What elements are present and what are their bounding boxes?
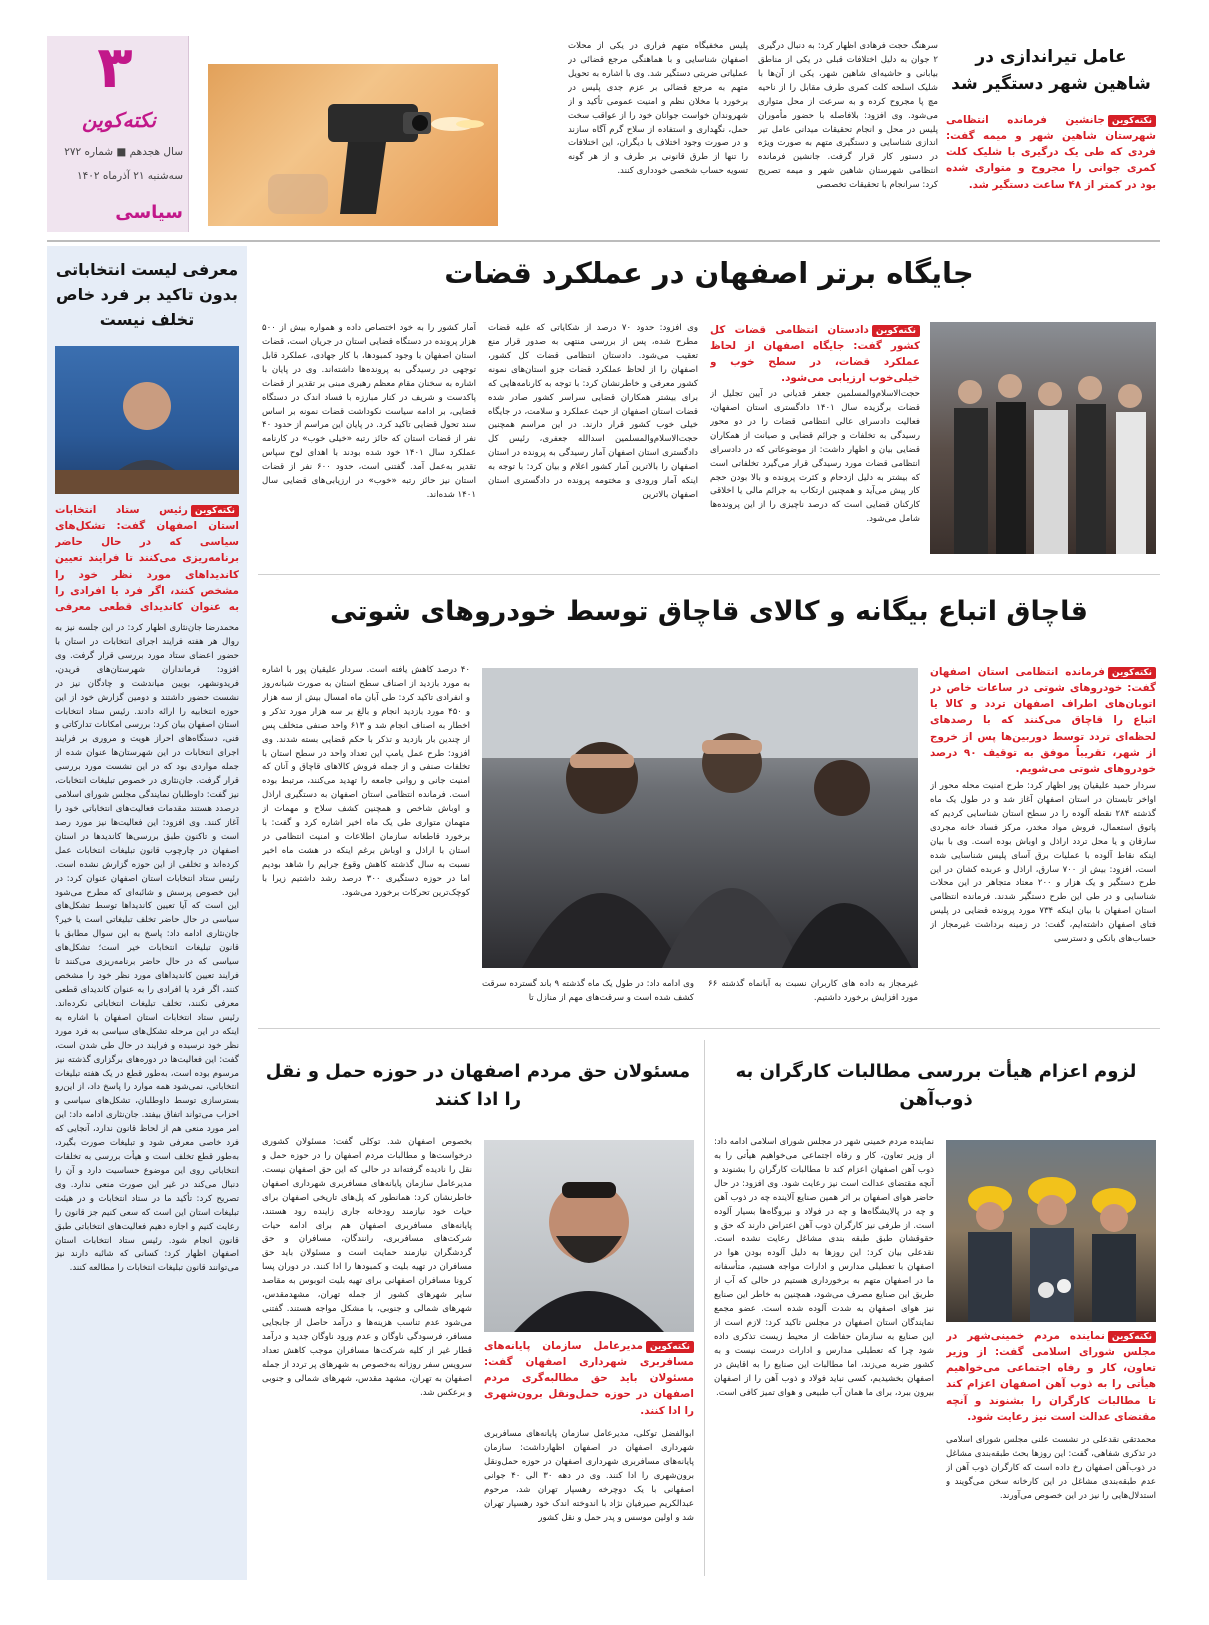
workers-story [712, 1036, 1160, 1580]
brand-logo: نکته‌کوین [81, 108, 156, 132]
divider-mid1 [258, 574, 1160, 575]
transport-official-photo [484, 1140, 694, 1332]
judiciary-col2: وی افزود: حدود ۷۰ درصد از شکایاتی که علیه قضات مطرح شده، پس از بررسی منتهی به صدور قرار منع تعقیب می‌شود. دادستان انتظامی قضات کل کشور، اصفهان را از لحاظ عملکرد قضات جزو استان‌های نمونه کشور معرفی و خاطرنشان کرد: با توجه به کارنامه‌هایی که برای بیشتر همکاران قضایی سراسر کشور صادر شده قضات استان اصفهان از حیث عملکرد و سلامت، در جایگاه خیلی خوب کشور قرار دارند. در این مراسم همچنین حجت‌الاسلام‌والمسلمین اسدالله جعفری، رئیس کل دادگستری استان اصفهان آمار رسیدگی به پرونده در استان اصفهان را بالاترین آمار کشور اعلام و بیان کرد: با توجه به اینکه آمار ورودی و مختومه پرونده در دادگستری استان اصفهان بالاترین [488, 323, 698, 501]
pistol-icon [208, 64, 498, 226]
transport-story [258, 1036, 698, 1580]
smuggling-col1: سردار حمید علیقیان پور اظهار کرد: طرح امنیت محله محور از اواخر تابستان در استان اصفهان آغاز شد و در طول یک ماه گذشته ۲۸۴ نقطه آلوده را در سطح استان شناسایی کردیم که پاتوق استعمال، فروش مواد مخدر، مرکز فساد خانه مجردی سارقان و یا محل تردد اراذل و اوباش بوده است. وی با بیان اینکه نقاط آلوده با عملیات برق آسای پلیس شناسایی شده است، افزود: بیش از ۷۰۰ سارق، اراذل و عربده کشان در این طرح دستگیر و یک هزار و ۲۰۰ معتاد متجاهر در این محلات شناسایی و در طی این طرح دستگیر شدند. فرمانده انتظامی استان اصفهان با بیان اینکه ۷۳۴ مورد پرونده قضایی در پلیس فتای اصفهان داشته‌ایم، گفت: در زمینه برداشت غیرمجاز از حساب‌های بانکی و دسترسی [930, 781, 1156, 945]
transport-col1: ابوالفضل توکلی، مدیرعامل سازمان پایانه‌های مسافربری شهرداری اصفهان در اصفهان اظهارداشت: سازمان پایانه‌های مسافربری شهرداری اصفهان در حوزه حمل‌ونقل برون‌شهری را ادا کنند. وی در دهه ۳۰ الی ۴۰ جوانی اصفهانی با یک دوچرخه رهسپار تهران شد، مرحوم عبدالکریم صیرفیان نژاد با اندوخته اندک خود رهسپار تهران شد و اولین موسس و پدر حمل و نقل کشور [484, 1429, 694, 1523]
elections-body: محمدرضا جان‌نثاری اظهار کرد: در این جلسه نیز به روال هر هفته فرایند اجرای انتخابات در استان با حضور اعضای ستاد مورد بررسی قرار گرفت. وی افزود: فرمانداران شهرستان‌های فریدن، فریدونشهر، بویین میاندشت و چادگان نیز در نشست حضور داشتند و دومین گزارش خود از این حوزه انتخابیه را ارائه دادند. رئیس ستاد انتخابات استان اصفهان بیان کرد: بررسی امکانات تدارکاتی و فنی، دستگاه‌های احراز هویت و مروری بر فرایند اجرای انتخابات در این شهرستان‌ها عنوان شده از جمله مواردی بود که در این نشست مورد بررسی قرار گرفت. جان‌نثاری در خصوص تبلیغات انتخابات، نیز گفت: داوطلبان نمایندگی مجلس شورای اسلامی درصدد هستند مقدمات فعالیت‌های انتخاباتی خود را آغاز کنند. وی افزود: این فعالیت‌ها نیز مورد رصد است و تاکنون طبق بررسی‌ها کاندیدها در استان اصفهان در چارچوب قانون تبلیغات انتخابات عمل کرده‌اند و تخلفی از این حوزه گزارش نشده است. رئیس ستاد انتخابات استان اصفهان عنوان کرد: در این خصوص پرسش و شائبه‌ای که مطرح می‌شود این است که آیا تعیین کاندیداها توسط تشکل‌های سیاسی در حال حاضر تخلف تبلیغاتی است یا خیر؟ جان‌نثاری ادامه داد: پاسخ به این سوال مطابق با قانون تبلیغات انتخابات خیر است؛ تشکل‌های سیاسی که در حال حاضر برنامه‌ریزی می‌کنند تا فرایند تعیین کاندیداهای مورد نظر خود را مشخص کنند، اگر فرد یا افرادی را به عنوان کاندیدای قطعی معرفی نکنند، تخلف تبلیغات انتخاباتی نکرده‌اند. رئیس ستاد انتخابات استان اصفهان با اشاره به اینکه در این مرحله تشکل‌های سیاسی به فرد مورد نظر خود نرسیده و فرایند در حال طی شدن است، گفت: این فعالیت‌ها در دوره‌های برگزاری گذشته نیز مرسوم بوده است، به‌طور قطع در یک هفته تبلیغات انتخاباتی، نمی‌شود همه موارد را پاسخ داد، از این‌رو بسترسازی توسط داوطلبان، تشکل‌های سیاسی و احزاب می‌تواند اتفاق بیفتد. جان‌نثاری ادامه داد: این امر مورد منعی هم از لحاظ قانون ندارد، آنجایی که فرد خاصی معرفی شود و تبلیغات صورت بگیرد، به‌طور قطع تخلف است و هیأت بررسی به تخلفات انتخاباتی روی این موضوع حساسیت دارد و آن را دنبال می‌کند در غیر این صورت منعی ندارد. وی تصریح کرد: تأکید ما در ستاد انتخابات و در هیئت تبلیغات استان این است که سعی کنیم جز قانون را رعایت کنیم و اجازه دهیم فعالیت‌های انتخاباتی طبق قانون انجام شود. رئیس ستاد انتخابات استان اصفهان اظهار کرد: کسانی که شائبه دارند نیز می‌توانند قانون تبلیغات انتخابات را مطالعه کنند. [55, 623, 239, 1274]
detainees-photo [482, 668, 918, 968]
elections-headline: معرفی لیست انتخاباتی بدون تاکید بر فرد خاص تخلف نیست [55, 260, 239, 329]
shooter-col2: پلیس مخفیگاه متهم فراری در یکی از محلات اصفهان شناسایی و با هماهنگی مرجع قضائی در عملیاتی ضربتی دستگیر شد. وی با اشاره به تحویل متهم به مرجع قضائی بر عزم جدی پلیس در برخورد با مخلان نظم و امنیت عمومی تأکید و از شهروندان خواست جوانان خود را از عواقب سخت حمل، نگهداری و استفاده از سلاح گرم آگاه سازند و در صورت وجود اختلاف با دیگران، این اختلافات را تنها از طرق قانونی بر طرف و از هر گونه تسویه حساب شخصی خودداری کنند. [568, 41, 748, 177]
elections-sidebar [47, 246, 247, 1580]
news-badge: نکته‌کوین [1108, 115, 1156, 127]
smuggling-headline: قاچاق اتباع بیگانه و کالای قاچاق توسط خودروهای شوتی [330, 596, 1088, 627]
shooter-lead: نکته‌کوینجانشین فرمانده انتظامی شهرستان شاهین شهر و میمه گفت: فردی که طی یک درگیری با شلیک کلت کمری جوانی را مجروح و متواری شده بود در کمتر از ۴۸ ساعت دستگیر شد. [946, 114, 1156, 191]
judiciary-headline: جایگاه برتر اصفهان در عملکرد قضات [444, 256, 974, 290]
page-number: ۳ [97, 33, 133, 101]
divider-top [47, 240, 1160, 242]
shooter-col1: سرهنگ حجت فرهادی اظهار کرد: به دنبال درگیری ۲ جوان به دلیل اختلافات قبلی در یکی از مناطق بیابانی و حاشیه‌ای شاهین شهر، یکی از آن‌ها با شلیک اسلحه کلت کمری طرف مقابل را از ناحیه مچ پا مجروح کرده و به سرعت از محل متواری می‌شود. وی افزود: بلافاصله با حضور مأموران پلیس در محل و انجام تحقیقات میدانی عامل تیر اندازی شناسایی و دستگیری متهم به صورت ویژه در دستور کار قرار گرفت. جانشین فرمانده انتظامی شهرستان شاهین شهر و میمه تصریح کرد: سرانجام با تحقیقات تخصصی [758, 41, 938, 191]
gun-photo [208, 64, 498, 226]
section-label: سیاسی [115, 202, 183, 223]
judiciary-lead: نکته‌کویندادستان انتظامی قضات کل کشور گفت: جایگاه اصفهان از لحاظ عملکرد قضات، در سطح خوب و خیلی‌خوب ارزیابی می‌شود. [710, 324, 920, 385]
steel-workers-photo [946, 1140, 1156, 1322]
smuggling-col3: ۴۰ درصد کاهش یافته است. سردار علیقیان پور با اشاره به مورد بازدید از اصناف سطح استان به صورت شبانه‌روز و انفرادی تاکید کرد: طی آبان ماه امسال بیش از سه هزار و ۴۵۰ مورد بازدید انجام و بالغ بر سه هزار مورد تذکر و اخطار به اصناف انجام شد و ۶۱۳ واحد صنفی متخلف پس از چندین بار بازدید و تذکر با حکم قضایی بسته شدند. وی افزود: طرح عمل یامپ این تعداد واحد در سطح استان با تخلفات صنفی و از جمله فروش کالاهای قاچاق و آنان که امنیت جانی و روانی جامعه را تهدید می‌کنند، مرتبط بوده است. فرمانده انتظامی استان اصفهان به دستگیری اراذل و اوباش شاخص و همچنین کشف سلاح و مهمات از متهمان متواری طی یک ماه اخیر اشاره کرد و گفت: با برخورد قاطعانه سازمان اطلاعات و امنیت انتظامی در استان با اراذل و اوباش برغم اینکه در هشت ماه اخیر نسبت به سال گذشته کاهش وقوع جرایم را شاهد بودیم اما در حوزه دستگیری ۳۰۰ درصد رشد داشتیم زیرا با کوچک‌ترین تحرکات برخورد می‌شود. [262, 665, 470, 898]
smuggling-caption-col2: وی ادامه داد: در طول یک ماه گذشته ۹ باند گسترده سرقت کشف شده است و سرقت‌های مهم از منازل تا [482, 979, 694, 1003]
smuggling-lead: نکته‌کوینفرمانده انتظامی استان اصفهان گفت: خودروهای شوتی در ساعات خاص در اتوبان‌های اطراف اصفهان تردد و کالا یا اتباع را قاچاق می‌کنند که با رصدهای لحظه‌ای تردد توسط دوربین‌ها پس از خروج از شهر، تقریباً موفق به توقیف ۹۰ درصد خودروهای شوتی می‌شویم. [930, 666, 1156, 775]
judiciary-ceremony-photo [930, 322, 1156, 554]
transport-col2: بخصوص اصفهان شد. توکلی گفت: مسئولان کشوری درخواست‌ها و مطالبات مردم اصفهان را در حوزه حمل و نقل را نادیده گرفته‌اند در حالی که این حق اصفهان نیست. مدیرعامل سازمان پایانه‌های مسافربری شهرداری اصفهان خاطرنشان کرد: همانطور که پل‌های تاریخی اصفهان برای حیات خود نیازمند رودخانه جاری زاینده رود هستند، پایانه‌های مسافربری اصفهان هم برای ادامه حیات شرکت‌های مسافربری، رانندگان، مسافران و حق گردشگران نیازمند حمایت است و مسئولان باید حق مسافران در تهیه بلیت و کمبودها را ادا کنند. در دوران پسا کرونا مسافران اصفهانی برای تهیه بلیت اتوبوس به مقاصد سایر شهرهای کشور از جمله تهران، مشهدمقدس، شهرهای شمالی و جنوبی، با مشکل مواجه هستند. گفتنی می‌شود عدم تناسب هزینه‌ها و درآمد حاصل از جابجایی مسافر، فرسودگی ناوگان و عدم ورود ناوگان جدید و درآمد قطار غیر از کلیه شرکت‌ها مسافران موجب کاهش تعداد سرویس سفر روزانه به‌خصوص به شهرهای پر تردد از جمله اصفهان به تهران، مشهد مقدس، شهرهای شمالی و جنوبی و برعکس شد. [262, 1137, 472, 1398]
judiciary-story [258, 248, 1160, 568]
issue-date: سه‌شنبه ۲۱ آذرماه ۱۴۰۲ [76, 170, 183, 182]
divider-mid2 [258, 1028, 1160, 1029]
transport-headline: مسئولان حق مردم اصفهان در حوزه حمل و نقل را ادا کنند [265, 1061, 691, 1110]
workers-lead: نکته‌کویننماینده مردم خمینی‌شهر در مجلس شورای اسلامی گفت: از وزیر تعاون، کار و رفاه اجتماعی می‌خواهیم هیأتی را به ذوب آهن اصفهان اعزام کند تا مطالبات کارگران را بشنوند و آنچه مقتضای عدالت است نیز رعایت شود. [946, 1330, 1156, 1423]
masthead [47, 33, 189, 232]
smuggling-caption-col1: غیرمجاز به داده های کاربران نسبت به آبانماه گذشته ۶۶ مورد افزایش برخورد داشتیم. [708, 979, 918, 1003]
transport-lead: نکته‌کوینمدیرعامل سازمان پایانه‌های مسافربری شهرداری اصفهان گفت: مسئولان باید حق مطالبه‌گری مردم اصفهان در حوزه حمل‌ونقل برون‌شهری را ادا کنند. [484, 1340, 694, 1417]
election-official-photo [55, 346, 239, 494]
smuggling-story [258, 580, 1160, 1020]
elections-lead: نکته‌کوینرئیس ستاد انتخابات استان اصفهان گفت: تشکل‌های سیاسی که در حال حاضر برنامه‌ریزی می‌کنند تا فرایند تعیین کاندیداهای مورد نظر خود را مشخص کنند، اگر فرد یا افرادی را به عنوان کاندیدای قطعی معرفی [55, 504, 239, 613]
shooter-story [200, 36, 1160, 232]
shooter-headline: عامل تیراندازی در شاهین شهر دستگیر شد [951, 47, 1151, 95]
divider-vertical [704, 1040, 705, 1576]
workers-headline: لزوم اعزام هیأت بررسی مطالبات کارگران به ذوب‌آهن [735, 1061, 1137, 1110]
judiciary-col1: حجت‌الاسلام‌والمسلمین جعفر قدیانی در آیین تجلیل از قضات برگزیده سال ۱۴۰۱ دادگستری استان اصفهان، فعالیت دادسرای عالی انتظامی قضات را در دو محور رسیدگی به تخلفات و جرائم قضایی و صیانت از همکاران قضایی بیان و اظهار داشت: از موضوعاتی که در دادسرای انتظامی قضات مورد رسیدگی قرار می‌گیرد تخلفاتی است که بیشتر به دلیل ازدحام و کثرت پرونده و بالا بودن حجم کار پیش می‌آید و همچنین ارتکاب به جرائم مالی یا اخلاقی کارکنان قضایی است که درصد ناچیزی را از این پرونده‌ها شامل می‌شود. [710, 389, 920, 525]
issue-number: سال هجدهم ■ شماره ۲۷۲ [64, 146, 183, 158]
workers-col2: نماینده مردم خمینی شهر در مجلس شورای اسلامی ادامه داد: از وزیر تعاون، کار و رفاه اجتماعی می‌خواهیم هیأتی را به ذوب آهن اصفهان اعزام کند تا مطالبات کارگران را بشنوند و آنچه مقتضای عدالت است نیز رعایت شود. وی افزود: در حال حاضر هوای اصفهان بر اثر همین صنایع آلاینده چه در ذوب آهن و چه در پالایشگاه‌ها و چه در فولاد و نیروگاه‌ها بسیار آلوده است. از طرفی نیز کارگران ذوب آهن اعتراض دارند که حق و حقوقشان طبق طبقه بندی مشاغل رعایت نشده است. نقدعلی بیان کرد: این روزها به دلیل آلوده بودن هوا در اصفهان با تعطیلی مدارس و ادارات مواجه هستیم، متأسفانه ما در اصفهان متهم به برخورداری هستیم در حالی که آب از طریق این صنایع مصرف می‌شود، همچنین به خاطر این صنایع نیز هوای اصفهان به شدت آلوده شده است. عضو مجمع نمایندگان استان اصفهان در مجلس تاکید کرد: لازم است از این صنایع به سازمان حفاظت از محیط زیست تذکری داده شود چرا که تعطیلی مدارس و ادارات درست نیست و به کشور ضربه می‌زند، اما مطالبات این صنایع را به اقایش در اصفهان بخشیدیم، کسی نباید فولاد و ذوب آهن را از اصفهان بیرون ببرد، برای ما همان آب طبیعی و هوای تمیز کافی است. [714, 1137, 934, 1398]
judiciary-col3: آمار کشور را به خود اختصاص داده و همواره بیش از ۵۰۰ هزار پرونده در دستگاه قضایی استان در جریان است، قضات استان اصفهان با وجود کمبودها، با کار جهادی، عملکرد قابل توجهی در رسیدگی به پرونده‌ها داشته‌اند. وی در پایان با اشاره به سخنان مقام معظم رهبری مبنی بر تقدیر از قضات پاکدست و شریف در کنار مبارزه با فساد اندک در دستگاه قضایی، بر ادامه سیاست نکوداشت قضات نمونه بر اساس سند تحول قضایی تاکید کرد. در پایان این مراسم از حدود ۴۰ نفر از قضات استان که حائز رتبه «خیلی خوب» در کارنامه عملکرد سال ۱۴۰۱ خود شده بودند با اهدای لوح سپاس تقدیر به‌عمل آمد. گفتنی است، حدود ۶۰۰ نفر از قضات استان نیز حائز رتبه «خوب» در ارزیابی‌های قضایی سال ۱۴۰۱ شده‌اند. [262, 323, 476, 501]
workers-col1: محمدتقی نقدعلی در نشست علنی مجلس شورای اسلامی در تذکری شفاهی، گفت: این روزها بحث طبقه‌بندی مشاغل در ذوب‌آهن اصفهان رخ داده است که کارگران ذوب آهن از عدم طبقه‌بندی مشاغل در این کارخانه سخن می‌گویند و استدلال‌هایی را نیز در این خصوص می‌آورند. [946, 1435, 1156, 1501]
